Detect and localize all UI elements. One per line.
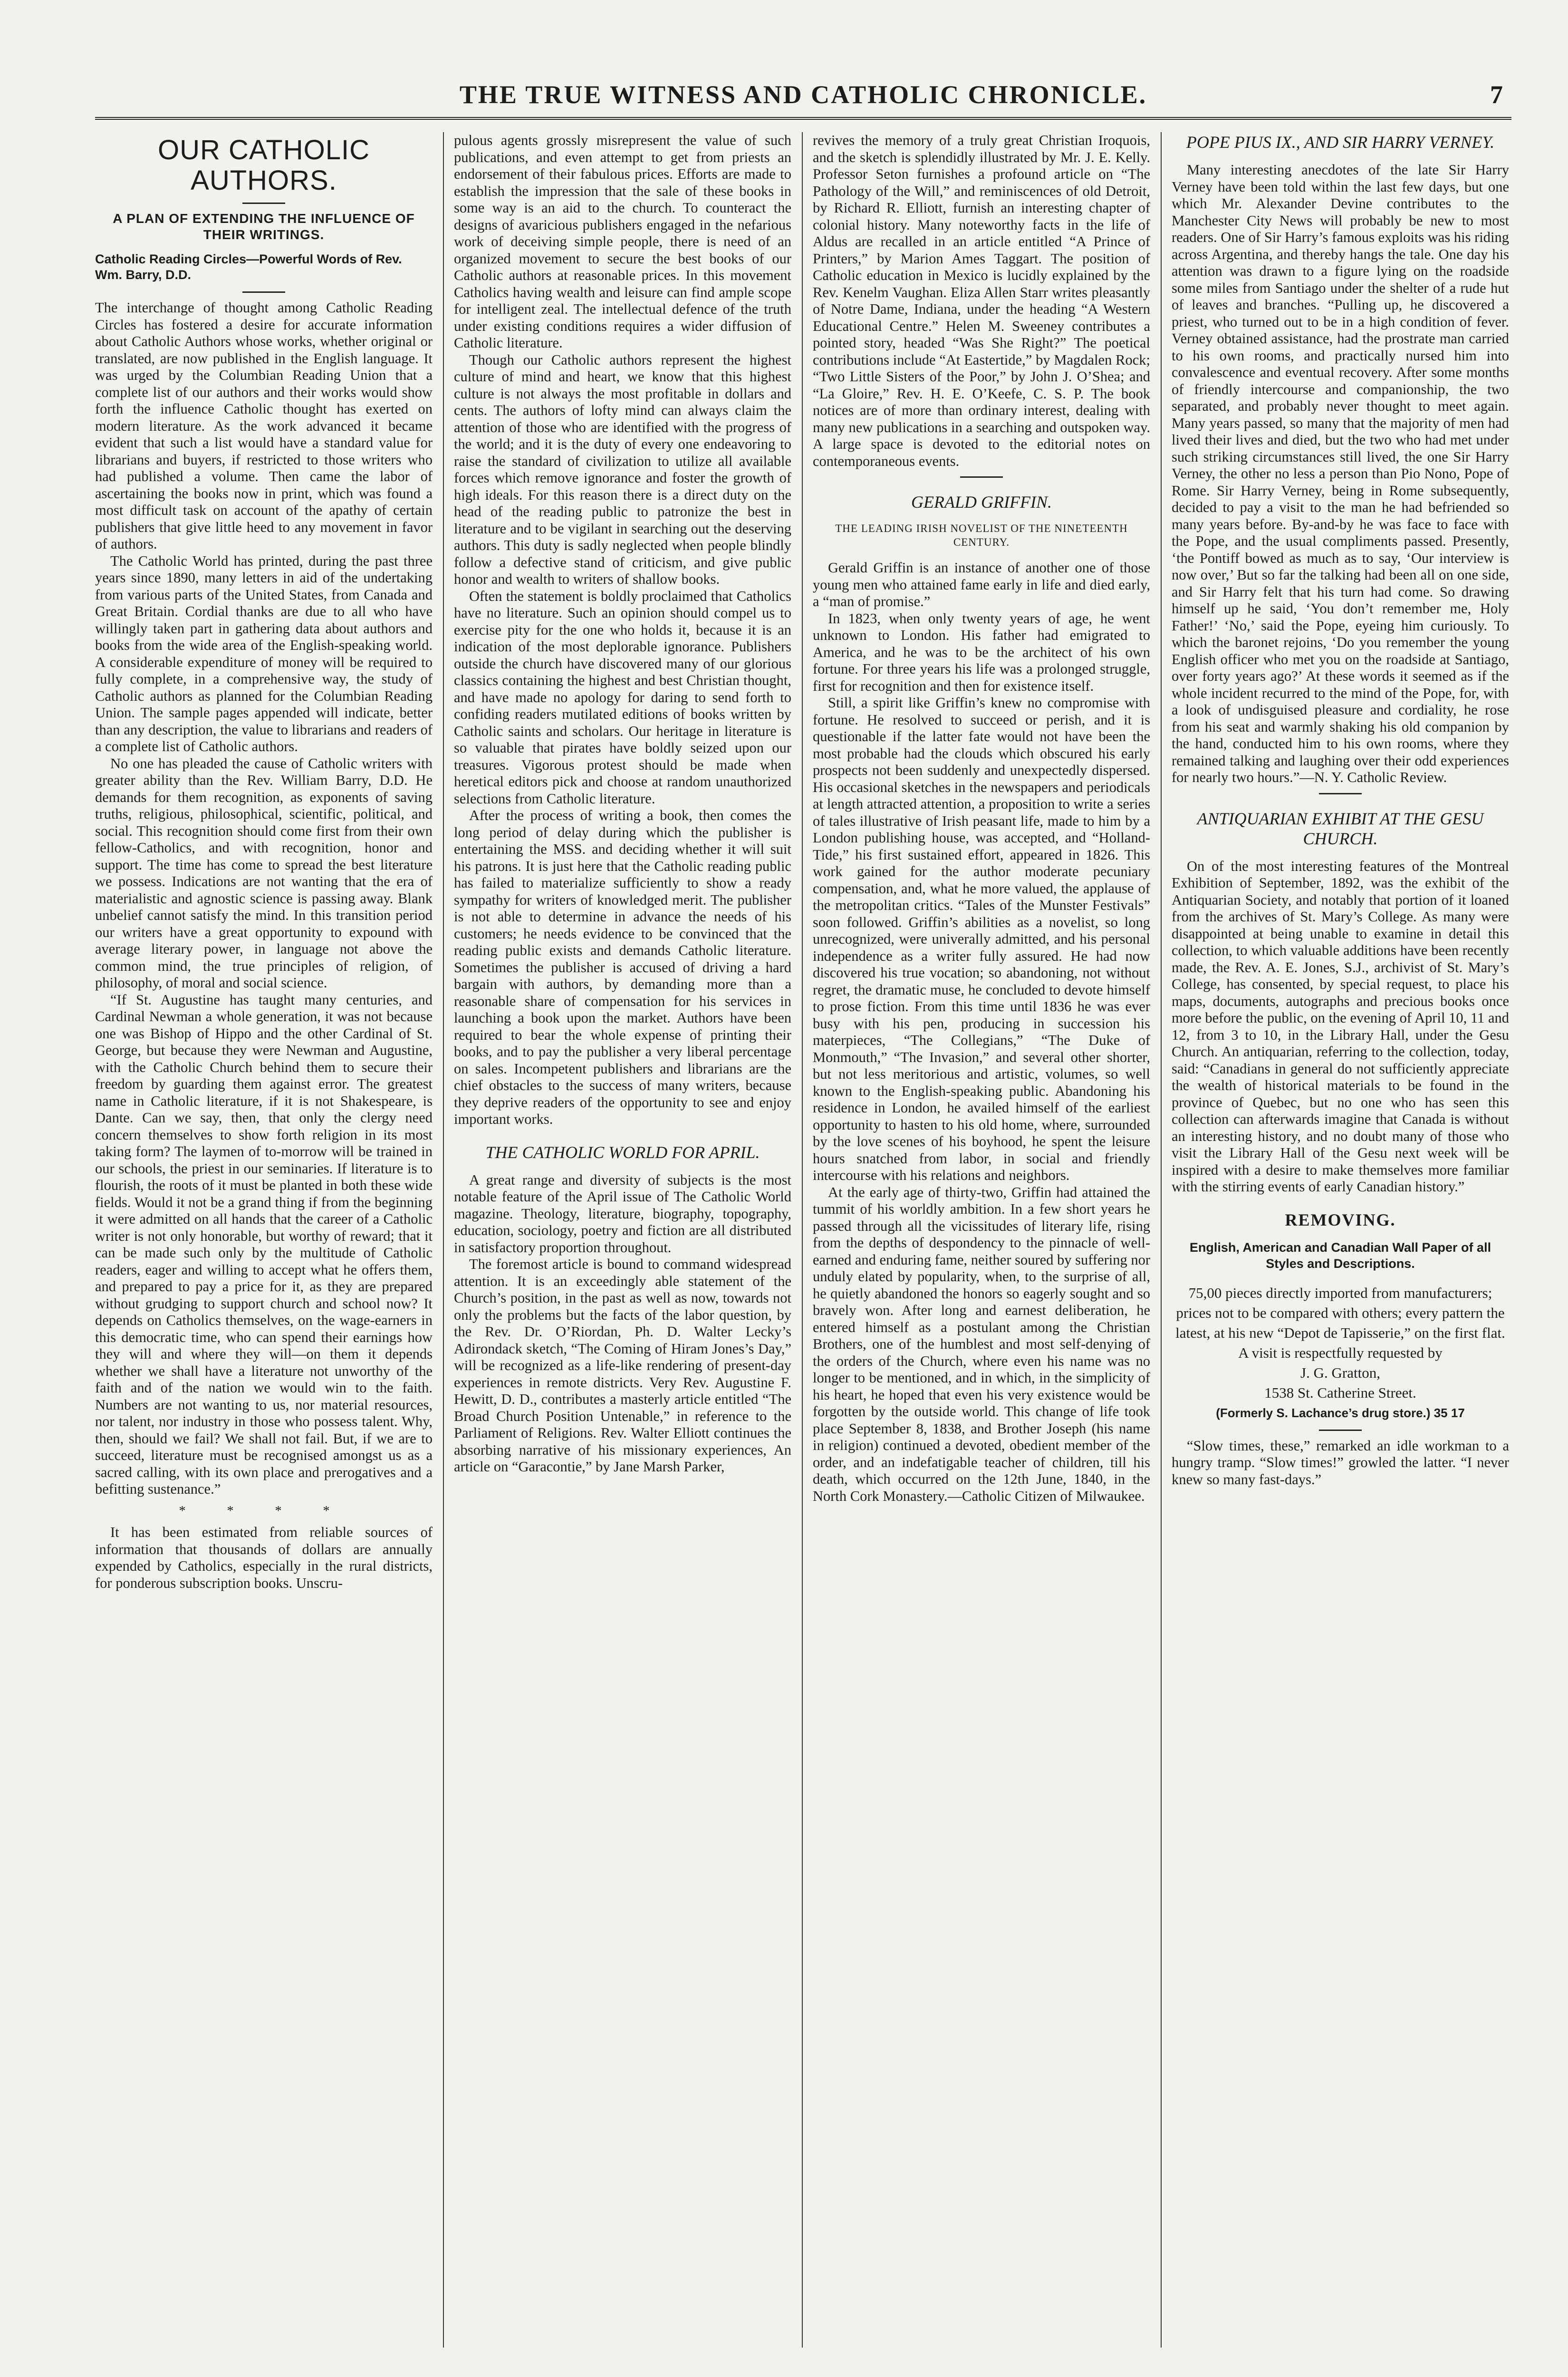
paragraph: Gerald Griffin is an instance of another one of those young men who attained fame early in life and died early, a “man of promise.” [813, 560, 1150, 609]
paragraph: revives the memory of a truly great Christian Iroquois, and the sketch is splendidly illustrated by Mr. J. E. Kelly. Professor Seton furnishes a profound article on “The Pathology of the Will,” and reminiscences of old Detroit, by Richard R. Elliott, furnish an interesting chapter of colonial history. Many noteworthy facts in the life of Aldus are recalled in an article entitled “A Prince of Printers,” by Marion Ames Taggart. The position of Catholic education in Mexico is lucidly explained by the Rev. Kenelm Vaughan. Eliza Allen Starr writes pleasantly of Notre Dame, Indiana, under the heading “A Western Educational Centre.” Helen M. Sweeney contributes a pointed story, headed “Was She Right?” The poetical contributions include “At Eastertide,” by Magdalen Rock; “Two Little Sisters of the Poor,” by John J. O’Shea; and “La Gloire,” Rev. H. E. O’Keefe, C. S. P. The book notices are of more than ordinary interest, dealing with many new publications in a searching and outspoken way. A large space is devoted to the editorial notes on contemporaneous events. [813, 132, 1150, 469]
paragraph: On of the most interesting features of the Montreal Exhibition of September, 1892, was the exhibit of the Antiquarian Society, and notably that portion of it loaned from the archives of St. Mary’s College. As many were disappointed at being unable to examine in detail this collection, to which valuable additions have been recently made, the Rev. A. E. Jones, S.J., archivist of St. Mary’s College, has consented, by special request, to place his maps, documents, autographs and precious books once more before the public, on the evening of April 10, 11 and 12, from 3 to 10, in the Library Hall, under the Gesu Church. An antiquarian, referring to the collection, today, said: “Canadians in general do not sufficiently appreciate the wealth of historical materials to be found in the province of Quebec, but no one who has seen this collection can afterwards imagine that Canada is without an interesting history, and no doubt many of those who visit the Library Hall of the Gesu next week will be inspired with a desire to make themselves more familiar with the stirring events of early Canadian history.” [1172, 858, 1509, 1195]
paragraph: “If St. Augustine has taught many centuries, and Cardinal Newman a whole generation, it was not because one was Bishop of Hippo and the other Cardinal of St. George, but because they were Newman and Augustine, with the Catholic Church behind them to secure their freedom by guarding them against error. The greatest name in Catholic literature, if it is not Shakespeare, is Dante. Can we say, then, that only the clergy need concern themselves to show forth religion in its most taking form? The laymen of to-morrow will be trained in our schools, the priest in our seminaries. If literature is to flourish, the roots of it must be planted in both these wide fields. Would it not be a grand thing if from the beginning it were admitted on all hands that the career of a Catholic writer is not only honorable, but worthy of reward; that it can be made such only by the multitude of Catholic readers, eager and willing to accept what he offers them, and prepared to pay a price for it, as they are prepared without grudging to support church and school now? It depends on Catholics themselves, on the wage-earners in this democratic time, who can spend their earnings how they will and where they will—on them it depends whether we shall have a literature not unworthy of the faith and of the nation we would win to the faith. Numbers are not wanting to us, nor material resources, nor talent, nor industry in those who possess talent. Why, then, should we fail? We shall not fail. But, if we are to succeed, literature must be recognised amongst us as a sacred calling, with its own place and prerogatives and a befitting sustenance.” [95, 991, 433, 1497]
article-subhead: A PLAN OF EXTENDING THE INFLUENCE OF THEIR WRITINGS. [113, 211, 415, 242]
masthead [95, 71, 1511, 124]
divider [242, 291, 285, 293]
paragraph: “Slow times, these,” remarked an idle workman to a hungry tramp. “Slow times!” growled the latter. “I never knew so many fast-days.” [1172, 1437, 1509, 1488]
article-headline: OUR CATHOLIC AUTHORS. [158, 135, 370, 196]
page-number: 7 [1490, 80, 1503, 109]
section-heading: GERALD GRIFFIN. [911, 493, 1052, 512]
advertiser-name: J. G. Gratton, [1300, 1364, 1380, 1381]
column-divider [1161, 132, 1162, 2348]
paragraph: No one has pleaded the cause of Catholic writers with greater ability than the Rev. William Barry, D.D. He demands for them recognition, as exponents of saving truths, religious, philosophical, scientific, political, and social. This recognition should come first from their own fellow-Catholics, and with recognition, honor and support. The time has come to spread the best literature we possess. Indications are not wanting that the era of materialistic and agnostic science is passing away. Blank unbelief cannot satisfy the mind. In this transition period our writers have a great opportunity to expound with average literary power, in language not above the common mind, the true principles of religion, of philosophy, of moral and social science. [95, 755, 433, 991]
column-divider [802, 132, 803, 2348]
paragraph: Though our Catholic authors represent the highest culture of mind and heart, we know that this highest culture is not always the most profitable in dollars and cents. The authors of lofty mind can always claim the attention of those who are identified with the progress of the world; and it is the duty of every one endeavoring to raise the standard of civilization to utilize all available forces which remove ignorance and foster the growth of high ideals. For this reason there is a direct duty on the head of the reading public to patronize the best in literature and to be vigilant in searching out the deserving authors. This duty is sadly neglected when people blindly follow a defective stand of criticism, and give public honor and wealth to writers of shallow books. [454, 351, 791, 587]
column-1 [95, 132, 433, 2348]
advertisement-heading: REMOVING. [1285, 1210, 1396, 1229]
paragraph: pulous agents grossly misrepresent the value of such publications, and even attempt to get from priests an endorsement of their fabulous prices. Efforts are made to establish the impression that the sale of these books in some way is an aid to the church. To counteract the designs of avaricious publishers engaged in the nefarious work of deceiving simple people, there is need of an organized movement to secure the best books of our Catholic authors at reasonable prices. In this movement Catholics having wealth and leisure can find ample scope for intelligent zeal. The intellectual defence of the truth under existing conditions requires a wider diffusion of Catholic literature. [454, 132, 791, 351]
divider [960, 476, 1003, 478]
section-heading: THE CATHOLIC WORLD FOR APRIL. [485, 1142, 760, 1162]
divider [242, 203, 285, 204]
paragraph: At the early age of thirty-two, Griffin had attained the tummit of his worldly ambition. In a few short years he passed through all the vicissitudes of literary life, rising from the depths of despondency to the pinnacle of well-earned and enduring fame, neither soured by suffering nor unduly elated by popularity, when, to the surprise of all, he quietly abandoned the honors so eagerly sought and so bravely won. After long and earnest deliberation, he entered himself as a postulant among the Christian Brothers, one of the humblest and most self-denying of the orders of the Church, where even his name was no longer to be mentioned, and in which, in the simplicity of his heart, he hoped that even his very existence would be forgotten by the outside world. This change of life took place September 8, 1838, and Brother Joseph (his name in religion) continued a devoted, obedient member of the order, and an indefatigable teacher of children, till his death, which occurred on the 12th June, 1840, in the North Cork Monastery.—Catholic Citizen of Milwaukee. [813, 1184, 1150, 1504]
paragraph: The interchange of thought among Catholic Reading Circles has fostered a desire for accurate information about Catholic Authors whose works, whether original or translated, are now published in the English language. It was urged by the Columbian Reading Union that a complete list of our authors and their works would show forth the influence Catholic thought has exerted on modern literature. As the work advanced it became evident that such a list would have a standard value for librarians and buyers, if restricted to those writers who had published a volume. Then came the labor of ascertaining the books now in print, which was found a most difficult task on account of the apathy of certain publishers that give little heed to any movement in favor of authors. [95, 300, 433, 552]
advertisement-text: 75,00 pieces directly imported from manufacturers; prices not to be compared with others; every pattern the latest, at his new “Depot de Tapisserie,” on the first flat. A visit is respectfully requested by [1175, 1284, 1505, 1361]
divider [1319, 1430, 1362, 1431]
masthead-rule [95, 117, 1511, 120]
advertisement-subheading: English, American and Canadian Wall Paper of all Styles and Descriptions. [1189, 1240, 1491, 1271]
paragraph: The foremost article is bound to command widespread attention. It is an exceedingly able statement of the Church’s position, in the past as well as now, towards not only the problems but the facts of the labor question, by the Rev. Dr. O’Riordan, Ph. D. Walter Lecky’s Adirondack sketch, “The Coming of Hiram Jones’s Day,” will be recognized as a life-like rendering of present-day experiences in remote districts. Very Rev. Augustine F. Hewitt, D. D., contributes a masterly article entitled “The Broad Church Position Untenable,” in reference to the Parliament of Religions. Rev. Walter Elliott continues the absorbing narrative of his missionary experiences, An article on “Garacontie,” by Jane Marsh Parker, [454, 1256, 791, 1475]
section-stars: * * * * [179, 1503, 349, 1518]
paragraph: The Catholic World has printed, during the past three years since 1890, many letters in aid of the undertaking from various parts of the United States, from Canada and Great Britain. Cordial thanks are due to all who have willingly taken part in gathering data about authors and books from the wide area of the English-speaking world. A considerable expenditure of money will be required to fully complete, in a comprehensive way, the study of Catholic authors as planned for the Columbian Reading Union. The sample pages appended will indicate, better than any description, the value to librarians and readers of a complete list of Catholic authors. [95, 552, 433, 754]
newspaper-title: THE TRUE WITNESS AND CATHOLIC CHRONICLE. [459, 80, 1147, 109]
paragraph: Often the statement is boldly proclaimed that Catholics have no literature. Such an opinion should compel us to exercise pity for the one who holds it, because it is an indication of the most deplorable ignorance. Publishers outside the church have discovered many of our glorious classics containing the highest and best Christian thought, and have made no apology for daring to send forth to confiding readers mutilated editions of books written by Catholic saints and scholars. Our heritage in literature is so valuable that pirates have boldly seized upon our treasures. Vigorous protest should be made when heretical editors pick and choose at random unauthorized selections from Catholic literature. [454, 588, 791, 807]
section-heading: POPE PIUS IX., AND SIR HARRY VERNEY. [1186, 133, 1495, 152]
column-3 [813, 132, 1150, 2348]
paragraph: After the process of writing a book, then comes the long period of delay during which the publisher is entertaining the MSS. and deciding whether it will suit his patrons. It is just here that the Catholic reading public has failed to materialize sufficiently to show a ready sympathy for writers of knowledged merit. The publisher is not able to determine in advance the needs of his customers; he needs evidence to be convinced that the reading public exists and demands Catholic literature. Sometimes the publisher is accused of driving a hard bargain with authors, by demanding more than a reasonable share of compensation for his services in launching a book upon the market. Authors have been required to bear the whole expense of printing their books, and to pay the publisher a very liberal percentage on sales. Incompetent publishers and librarians are the chief obstacles to the success of many writers, because they deprive readers of the opportunity to see and enjoy important works. [454, 807, 791, 1127]
paragraph: Many interesting anecdotes of the late Sir Harry Verney have been told within the last few days, but one which Mr. Alexander Devine contributes to the Manchester City News will probably be new to most readers. One of Sir Harry’s famous exploits was his riding across Argentina, and thereby hangs the tale. One day his attention was drawn to a figure lying on the roadside some miles from Santiago under the shelter of a rude hut of leaves and branches. “Pulling up, he discovered a priest, who turned out to be in a high condition of fever. Verney obtained assistance, had the prostrate man carried to his own rooms, and practically nursed him into convalescence and eventual recovery. After some months of friendly intercourse and companionship, the two separated, and probably never thought to meet again. Many years passed, so many that the majority of men had lived their lives and died, but the two who had met under such striking circumstances still lived, the one Sir Harry Verney, the other no less a person than Pio Nono, Pope of Rome. Sir Harry Verney, being in Rome subsequently, decided to pay a visit to the man he had befriended so many years before. By-and-by he was face to face with the Pope, and the usual compliments passed. Presently, ‘the Pontiff bowed as much as to say, ‘Our interview is now over,’ But so far the talking had been all on one side, and Sir Harry felt that his turn had come. So drawing himself up he said, ‘You don’t remember me, Holy Father!’ ‘No,’ said the Pope, eyeing him curiously. To which the baronet rejoins, ‘Do you remember the young English officer who met you on the roadside at Santiago, over forty years ago?’ At these words it seemed as if the whole incident recurred to the mind of the Pope, for, with a look of undisguised pleasure and cordiality, he rose from his seat and warmly shaking his old companion by the hand, conducted him to his own rooms, where they remained talking and laughing over their odd experiences for nearly two hours.”—N. Y. Catholic Review. [1172, 162, 1509, 785]
section-subheading: THE LEADING IRISH NOVELIST OF THE NINETEENTH CENTURY. [835, 522, 1128, 548]
paragraph: A great range and diversity of subjects is the most notable feature of the April issue of The Catholic World magazine. Theology, literature, biography, topography, education, sociology, poetry and fiction are all distributed in satisfactory proportion throughout. [454, 1171, 791, 1256]
paragraph: In 1823, when only twenty years of age, he went unknown to London. His father had emigrated to America, and he was to be the architect of his own fortune. For three years his life was a prolonged struggle, first for recognition and then for existence itself. [813, 610, 1150, 694]
section-heading: ANTIQUARIAN EXHIBIT AT THE GESU CHURCH. [1197, 809, 1484, 848]
column-divider [443, 132, 444, 2348]
article-byline: Catholic Reading Circles—Powerful Words of Rev. Wm. Barry, D.D. [95, 252, 402, 282]
newspaper-columns [95, 132, 1511, 2348]
advertiser-address: 1538 St. Catherine Street. [1264, 1384, 1416, 1401]
column-2 [454, 132, 791, 2348]
divider [1319, 793, 1362, 794]
advertiser-note: (Formerly S. Lachance’s drug store.) 35 17 [1216, 1405, 1465, 1420]
paragraph: It has been estimated from reliable sources of information that thousands of dollars are annually expended by Catholics, especially in the rural districts, for ponderous subscription books. Unscru- [95, 1524, 433, 1591]
column-4 [1172, 132, 1509, 2348]
paragraph: Still, a spirit like Griffin’s knew no compromise with fortune. He resolved to succeed or perish, and it is questionable if the latter fate would not have been the most probable had the clouds which obscured his early prospects not been suddenly and unexpectedly dispersed. His occasional sketches in the newspapers and periodicals at length attracted attention, a proposition to write a series of tales illustrative of Irish peasant life, made to him by a London publishing house, was accepted, and “Holland-Tide,” his first sustained effort, appeared in 1826. This work gained for the author moderate pecuniary compensation, and, what he more valued, the applause of the metropolitan critics. “Tales of the Munster Festivals” soon followed. Griffin’s abilities as a novelist, so long unrecognized, were univerally admitted, and his personal independence as a writer fully assured. He had now discovered his true vocation; so abandoning, not without regret, the dramatic muse, he concluded to devote himself to prose fiction. From this time until 1836 he was ever busy with his pen, producing in succession his materpieces, “The Collegians,” “The Duke of Monmouth,” “The Invasion,” and several other shorter, but not less meritorious and artistic, volumes, so well known to the English-speaking public. Abandoning his residence in London, he availed himself of the earliest opportunity to hasten to his old home, where, surrounded by the love scenes of his boyhood, he spent the leisure hours snatched from labor, in social and friendly intercourse with his relations and neighbors. [813, 695, 1150, 1183]
